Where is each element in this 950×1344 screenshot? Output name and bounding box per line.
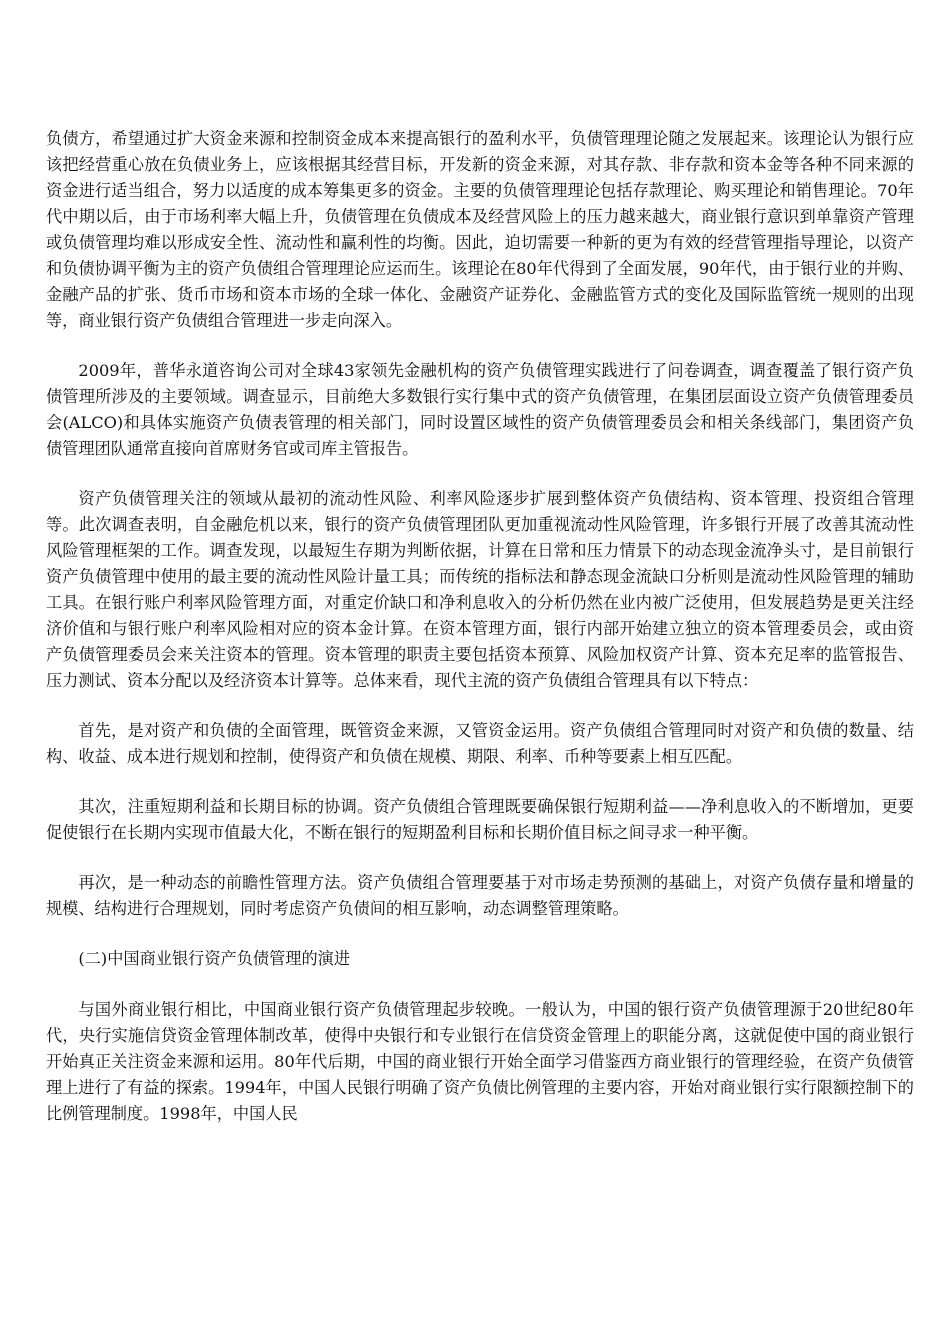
paragraph-feature-first: 首先，是对资产和负债的全面管理，既管资金来源，又管资金运用。资产负债组合管理同时对资产和负债的数量、结构、收益、成本进行规划和控制，使得资产和负债在规模、期限、利率、币种等要素上相互匹配。 — [46, 721, 914, 766]
document-page — [46, 126, 914, 1151]
paragraph-feature-second: 其次，注重短期利益和长期目标的协调。资产负债组合管理既要确保银行短期利益——净利息收入的不断增加，更要促使银行在长期内实现市值最大化，不断在银行的短期盈利目标和长期价值目标之间寻求一种平衡。 — [46, 797, 914, 842]
paragraph-feature-third: 再次，是一种动态的前瞻性管理方法。资产负债组合管理要基于对市场走势预测的基础上，对资产负债存量和增量的规模、结构进行合理规划，同时考虑资产负债间的相互影响，动态调整管理策略。 — [46, 873, 914, 918]
paragraph-pwc-survey: 2009年，普华永道咨询公司对全球43家领先金融机构的资产负债管理实践进行了问卷调查，调查覆盖了银行资产负债管理所涉及的主要领域。调查显示，目前绝大多数银行实行集中式的资产负债管理，在集团层面设立资产负债管理委员会(ALCO)和具体实施资产负债表管理的相关部门，同时设置区域性的资产负债管理委员会和相关条线部门，集团资产负债管理团队通常直接向首席财务官或司库主管报告。 — [46, 361, 914, 458]
paragraph-alm-focus: 资产负债管理关注的领域从最初的流动性风险、利率风险逐步扩展到整体资产负债结构、资本管理、投资组合管理等。此次调查表明，自金融危机以来，银行的资产负债管理团队更加重视流动性风险管理，许多银行开展了改善其流动性风险管理框架的工作。调查发现，以最短生存期为判断依据，计算在日常和压力情景下的动态现金流净头寸，是目前银行资产负债管理中使用的最主要的流动性风险计量工具；而传统的指标法和静态现金流缺口分析则是流动性风险管理的辅助工具。在银行账户利率风险管理方面，对重定价缺口和净利息收入的分析仍然在业内被广泛使用，但发展趋势是更关注经济价值和与银行账户利率风险相对应的资本金计算。在资本管理方面，银行内部开始建立独立的资本管理委员会，或由资产负债管理委员会来关注资本的管理。资本管理的职责主要包括资本预算、风险加权资产计算、资本充足率的监管报告、压力测试、资本分配以及经济资本计算等。总体来看，现代主流的资产负债组合管理具有以下特点： — [46, 489, 914, 690]
paragraph-liability-theory: 负债方，希望通过扩大资金来源和控制资金成本来提高银行的盈利水平，负债管理理论随之发展起来。该理论认为银行应该把经营重心放在负债业务上，应该根据其经营目标，开发新的资金来源，对其存款、非存款和资本金等各种不同来源的资金进行适当组合，努力以适度的成本筹集更多的资金。主要的负债管理理论包括存款理论、购买理论和销售理论。70年代中期以后，由于市场利率大幅上升，负债管理在负债成本及经营风险上的压力越来越大，商业银行意识到单靠资产管理或负债管理均难以形成安全性、流动性和赢利性的均衡。因此，迫切需要一种新的更为有效的经营管理指导理论，以资产和负债协调平衡为主的资产负债组合管理理论应运而生。该理论在80年代得到了全面发展，90年代，由于银行业的并购、金融产品的扩张、货币市场和资本市场的全球一体化、金融资产证券化、金融监管方式的变化及国际监管统一规则的出现等，商业银行资产负债组合管理进一步走向深入。 — [46, 129, 914, 330]
section-heading: (二)中国商业银行资产负债管理的演进 — [78, 949, 351, 968]
paragraph-china-evolution: 与国外商业银行相比，中国商业银行资产负债管理起步较晚。一般认为，中国的银行资产负债管理源于20世纪80年代，央行实施信贷资金管理体制改革，使得中央银行和专业银行在信贷资金管理上的职能分离，这就促使中国的商业银行开始真正关注资金来源和运用。80年代后期，中国的商业银行开始全面学习借鉴西方商业银行的管理经验，在资产负债管理上进行了有益的探索。1994年，中国人民银行明确了资产负债比例管理的主要内容，开始对商业银行实行限额控制下的比例管理制度。1998年，中国人民 — [46, 1000, 914, 1123]
